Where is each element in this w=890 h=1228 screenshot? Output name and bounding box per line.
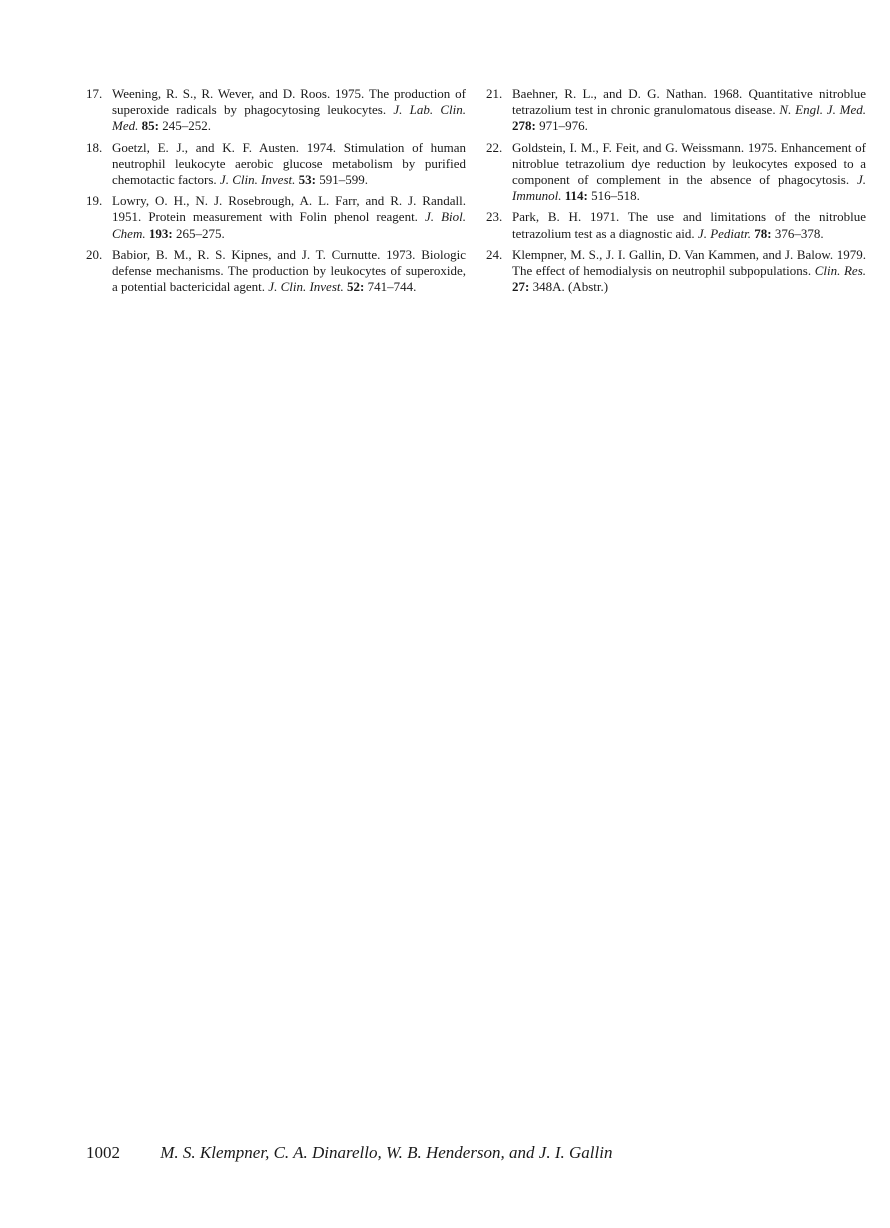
reference-text: Baehner, R. L., and D. G. Nathan. 1968. Quantitative nitroblue tetrazolium test in chronic granulomatous disease.: [512, 86, 866, 118]
page-footer: [86, 1143, 612, 1163]
pages: 971–976.: [539, 118, 588, 134]
pages: 245–252.: [162, 118, 211, 134]
volume: 85:: [141, 118, 159, 134]
running-author-line: M. S. Klempner, C. A. Dinarello, W. B. Henderson, and J. I. Gallin: [160, 1143, 613, 1162]
pages: 591–599.: [319, 172, 368, 188]
journal-name: J. Biol. Chem.: [112, 209, 466, 241]
pages: 265–275.: [175, 225, 225, 241]
reference-23: [486, 209, 866, 241]
reference-number: 21.: [486, 86, 503, 101]
journal-name: Clin. Res.: [814, 263, 866, 279]
reference-number: 22.: [486, 139, 503, 155]
journal-name: J. Immunol.: [512, 172, 867, 204]
reference-text: Babior, B. M., R. S. Kipnes, and J. T. Curnutte. 1973. Biologic defense mechanisms. The production by leukocytes of superoxide, a potential bactericidal agent.: [112, 246, 466, 295]
reference-number: 17.: [86, 86, 103, 101]
reference-24: [486, 247, 866, 296]
pages: 741–744.: [367, 279, 417, 295]
reference-18: [86, 140, 466, 189]
reference-20: [86, 247, 466, 296]
reference-text: Klempner, M. S., J. I. Gallin, D. Van Kammen, and J. Balow. 1979. The effect of hemodialysis on neutrophil subpopulations.: [512, 246, 866, 279]
reference-list-right-column: [486, 86, 866, 300]
reference-number: 24.: [486, 246, 503, 262]
reference-number: 23.: [486, 209, 503, 225]
volume: 278:: [512, 118, 536, 134]
journal-name: J. Pediatr.: [697, 225, 751, 241]
reference-number: 19.: [86, 193, 103, 209]
reference-17: [86, 86, 466, 135]
pages: 376–378.: [774, 225, 824, 241]
volume: 78:: [754, 225, 772, 241]
journal-name: J. Clin. Invest.: [268, 279, 344, 295]
reference-text: Weening, R. S., R. Wever, and D. Roos. 1975. The production of superoxide radicals by phagocytosing leukocytes.: [112, 86, 466, 118]
reference-21: [486, 86, 866, 135]
reference-22: [486, 140, 866, 205]
reference-text: Goldstein, I. M., F. Feit, and G. Weissmann. 1975. Enhancement of nitroblue tetrazolium dye reduction by leukocytes exposed to a component of complement in the absence of phagocytosis.: [512, 139, 866, 188]
volume: 114:: [564, 188, 588, 204]
pages: 516–518.: [591, 188, 640, 204]
pages: 348A. (Abstr.): [532, 279, 609, 295]
reference-list-left-column: [86, 86, 466, 300]
journal-name: J. Lab. Clin. Med.: [112, 102, 466, 134]
volume: 53:: [298, 172, 316, 188]
reference-19: [86, 193, 466, 242]
volume: 52:: [347, 279, 365, 295]
reference-text: Lowry, O. H., N. J. Rosebrough, A. L. Farr, and R. J. Randall. 1951. Protein measurement with Folin phenol reagent.: [112, 193, 466, 225]
reference-text: Park, B. H. 1971. The use and limitations of the nitroblue tetrazolium test as a diagnostic aid.: [512, 209, 866, 241]
reference-number: 18.: [86, 139, 103, 155]
volume: 193:: [148, 225, 173, 241]
reference-text: Goetzl, E. J., and K. F. Austen. 1974. Stimulation of human neutrophil leukocyte aerobic glucose metabolism by purified chemotactic factors.: [112, 139, 466, 188]
page-number: 1002: [86, 1143, 120, 1162]
reference-number: 20.: [86, 246, 103, 262]
journal-name: N. Engl. J. Med.: [779, 102, 867, 118]
journal-name: J. Clin. Invest.: [219, 172, 296, 188]
volume: 27:: [512, 279, 530, 295]
